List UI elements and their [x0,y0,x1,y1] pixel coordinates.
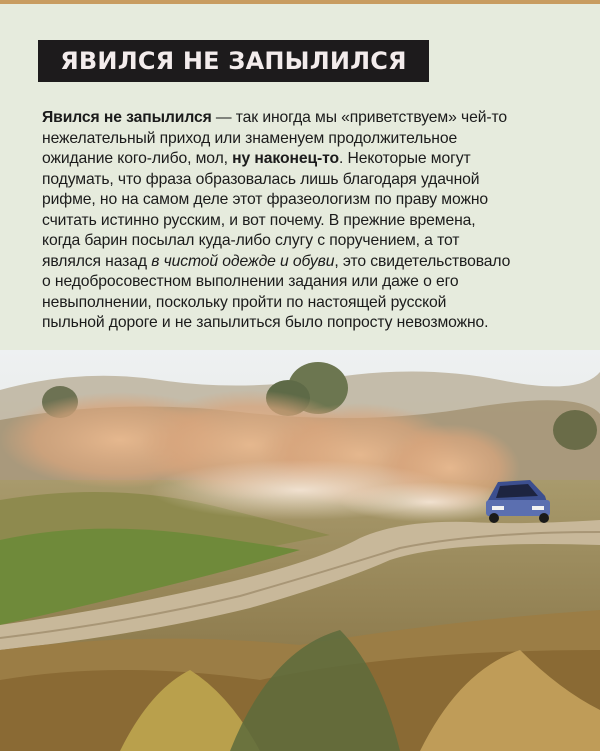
page-title: ЯВИЛСЯ НЕ ЗАПЫЛИЛСЯ [60,47,407,75]
rally-car-dust-illustration [0,350,600,751]
body-line: рифме, но на самом деле этот фразеологизм по праву можно [42,191,489,208]
body-line: пыльной дороге и не запылиться было попросту невозможно. [42,314,489,331]
body-line: подумать, что фраза образовалась лишь благодаря удачной [42,170,480,188]
title-banner [38,40,429,82]
top-rule [0,0,600,4]
body-line: когда барин посылал куда-либо слугу с поручением, а тот [42,232,460,249]
emphasis-bold: ну наконец-то [232,150,339,167]
emphasis-italic: в чистой одежде и обуви [151,252,335,270]
article-body [42,108,574,334]
body-line: считать истинно русским, и вот почему. В прежние времена, [42,211,476,229]
body-line: невыполнении, поскольку пройти по настоящей русской [42,293,447,311]
tree [553,410,597,450]
body-line: ожидание кого-либо, мол, ну наконец-то. Некоторые могут [42,150,471,167]
body-line: Явился не запылился — так иногда мы «приветствуем» чей-то [42,109,508,126]
body-line: нежелательный приход или знаменуем продолжительное [42,129,458,147]
body-line: о недобросовестном выполнении задания или даже о его [42,273,459,290]
body-line: являлся назад в чистой одежде и обуви, это свидетельствовало [42,252,511,270]
rally-photo [0,350,600,751]
idiom-highlight: Явился не запылился [42,109,212,126]
